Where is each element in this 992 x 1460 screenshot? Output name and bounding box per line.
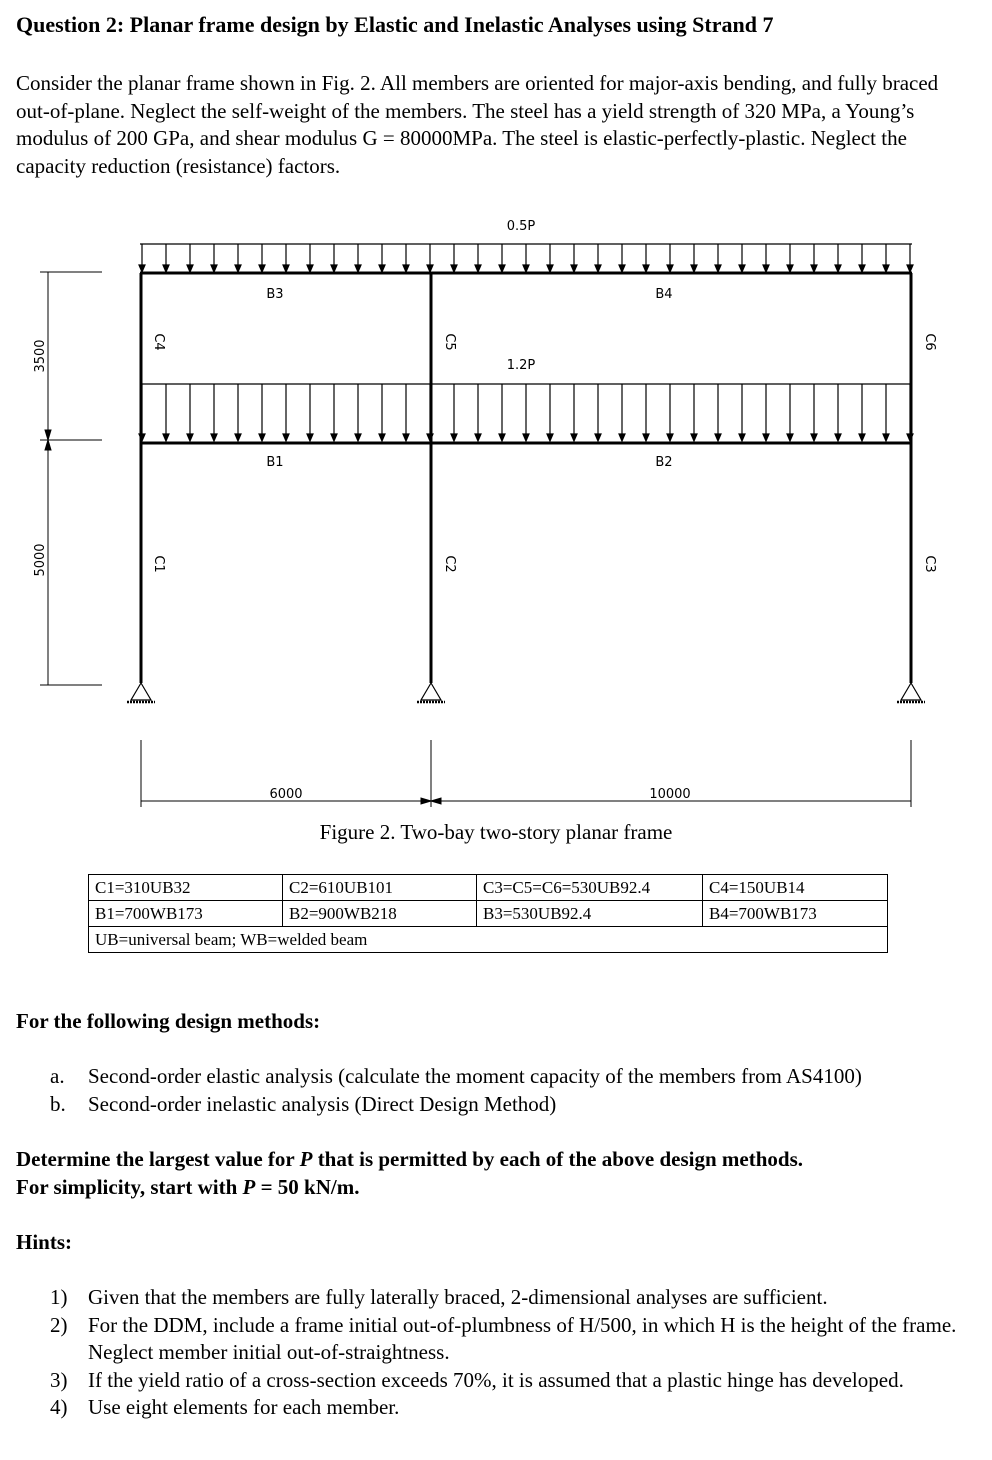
load-arrow-head [811, 265, 817, 272]
load-arrow-head [859, 434, 865, 441]
pin-support-left [131, 683, 151, 700]
label-b1: B1 [266, 455, 284, 470]
table-cell: C2=610UB101 [283, 875, 477, 901]
table-note: UB=universal beam; WB=welded beam [89, 927, 888, 953]
load-arrow-head [859, 265, 865, 272]
top-distributed-load [139, 244, 913, 272]
table-cell: B1=700WB173 [89, 901, 283, 927]
load-arrow-head [139, 265, 145, 272]
load-arrow-head [643, 434, 649, 441]
load-arrow-head [835, 265, 841, 272]
load-arrow-head [715, 265, 721, 272]
frame-figure [0, 200, 992, 820]
load-arrow-head [259, 434, 265, 441]
label-c6: C6 [922, 333, 937, 351]
load-arrow-head [643, 265, 649, 272]
question-title: Question 2: Planar frame design by Elastic and Inelastic Analyses using Strand 7 [16, 12, 774, 37]
load-arrow-head [475, 434, 481, 441]
load-arrow-head [379, 434, 385, 441]
load-arrow-head [547, 265, 553, 272]
load-arrow-head [835, 434, 841, 441]
task-statement: Determine the largest value for P that is permitted by each of the above design methods. For simplicity, start with P = 50 kN/m. [16, 1147, 804, 1199]
load-arrow-head [691, 434, 697, 441]
load-arrow-head [907, 265, 913, 272]
list-item: 2) For the DDM, include a frame initial out-of-plumbness of H/500, in which H is the height of the frame. Neglect member initial out-of-straightness. [50, 1312, 957, 1364]
load-arrow-head [211, 265, 217, 272]
load-arrow-head [451, 434, 457, 441]
load-arrow-head [211, 434, 217, 441]
table-cell: B3=530UB92.4 [477, 901, 703, 927]
hints-heading: Hints: [16, 1230, 73, 1254]
label-b3: B3 [266, 287, 284, 302]
label-c4: C4 [151, 333, 166, 351]
table-row [89, 927, 888, 953]
load-arrow-head [379, 265, 385, 272]
load-arrow-head [667, 434, 673, 441]
hints-list [50, 1284, 984, 1422]
load-arrow-head [763, 265, 769, 272]
label-c1: C1 [151, 555, 166, 573]
load-arrow-head [811, 434, 817, 441]
table-row [89, 875, 888, 901]
table-row [89, 901, 888, 927]
label-c3: C3 [922, 555, 937, 573]
methods-list [50, 1063, 978, 1118]
load-arrow-head [499, 265, 505, 272]
table-cell: B2=900WB218 [283, 901, 477, 927]
load-arrow-head [883, 434, 889, 441]
load-arrow-head [523, 265, 529, 272]
load-arrow-head [787, 265, 793, 272]
member-section-table [88, 874, 888, 953]
load-arrow-head [619, 265, 625, 272]
table-cell: C4=150UB14 [703, 875, 888, 901]
load-arrow-head [283, 434, 289, 441]
load-arrow-head [307, 434, 313, 441]
left-dimensions [40, 272, 102, 685]
dim-5000: 5000 [33, 543, 48, 577]
load-arrow-head [355, 265, 361, 272]
load-arrow-head [595, 265, 601, 272]
list-item: 3) If the yield ratio of a cross-section exceeds 70%, it is assumed that a plastic hinge has developed. [50, 1367, 904, 1392]
load-arrow-head [499, 434, 505, 441]
load-arrow-head [451, 265, 457, 272]
table-cell: B4=700WB173 [703, 901, 888, 927]
load-arrow-head [355, 434, 361, 441]
top-load-label: 0.5P [506, 219, 536, 234]
mid-load-label: 1.2P [506, 358, 536, 373]
frame-members [140, 273, 912, 683]
figure-caption: Figure 2. Two-bay two-story planar frame [319, 820, 673, 844]
load-arrow-head [331, 265, 337, 272]
load-arrow-head [331, 434, 337, 441]
load-arrow-head [235, 434, 241, 441]
load-arrow-head [667, 265, 673, 272]
load-arrow-head [787, 434, 793, 441]
table-cell: C1=310UB32 [89, 875, 283, 901]
intro-paragraph: Consider the planar frame shown in Fig. 2. All members are oriented for major-axis bending, and fully braced out-of-plane. Neglect the self-weight of the members. The steel has a yield strength of 320 MPa, a Young’s modulus of 200 GPa, and shear modulus G = 80000MPa. The steel is elastic-perfectly-plastic. Neglect the capacity reduction (resistance) factors. [16, 71, 939, 178]
load-arrow-head [715, 434, 721, 441]
load-arrow-head [763, 434, 769, 441]
label-c2: C2 [442, 555, 457, 573]
bottom-dimensions [141, 740, 911, 807]
mid-distributed-load [139, 384, 913, 441]
label-b2: B2 [655, 455, 673, 470]
load-arrow-head [163, 265, 169, 272]
dim-3500: 3500 [33, 339, 48, 373]
load-arrow-head [403, 265, 409, 272]
pin-support-right [901, 683, 921, 700]
load-arrow-head [187, 434, 193, 441]
load-arrow-head [571, 434, 577, 441]
load-arrow-head [427, 265, 433, 272]
dim-6000: 6000 [269, 787, 303, 802]
load-arrow-head [475, 265, 481, 272]
load-arrow-head [739, 265, 745, 272]
load-arrow-head [307, 265, 313, 272]
list-item: b. Second-order inelastic analysis (Direct Design Method) [50, 1091, 557, 1116]
table-cell: C3=C5=C6=530UB92.4 [477, 875, 703, 901]
load-arrow-head [619, 434, 625, 441]
load-arrow-head [595, 434, 601, 441]
load-arrow-head [691, 265, 697, 272]
pin-supports [127, 683, 925, 702]
list-item: a. Second-order elastic analysis (calculate the moment capacity of the members from AS4100) [50, 1064, 862, 1088]
load-arrow-head [235, 265, 241, 272]
load-arrow-head [283, 265, 289, 272]
load-arrow-head [547, 434, 553, 441]
methods-heading: For the following design methods: [16, 1009, 321, 1033]
load-arrow-head [403, 434, 409, 441]
load-arrow-head [187, 265, 193, 272]
label-b4: B4 [655, 287, 673, 302]
load-arrow-head [571, 265, 577, 272]
list-item: 4) Use eight elements for each member. [50, 1395, 400, 1419]
load-arrow-head [259, 265, 265, 272]
label-c5: C5 [442, 333, 457, 351]
load-arrow-head [163, 434, 169, 441]
list-item: 1) Given that the members are fully laterally braced, 2-dimensional analyses are sufficient. [50, 1285, 828, 1309]
dim-10000: 10000 [649, 787, 691, 802]
load-arrow-head [739, 434, 745, 441]
load-arrow-head [883, 265, 889, 272]
load-arrow-head [523, 434, 529, 441]
pin-support-center [421, 683, 441, 700]
